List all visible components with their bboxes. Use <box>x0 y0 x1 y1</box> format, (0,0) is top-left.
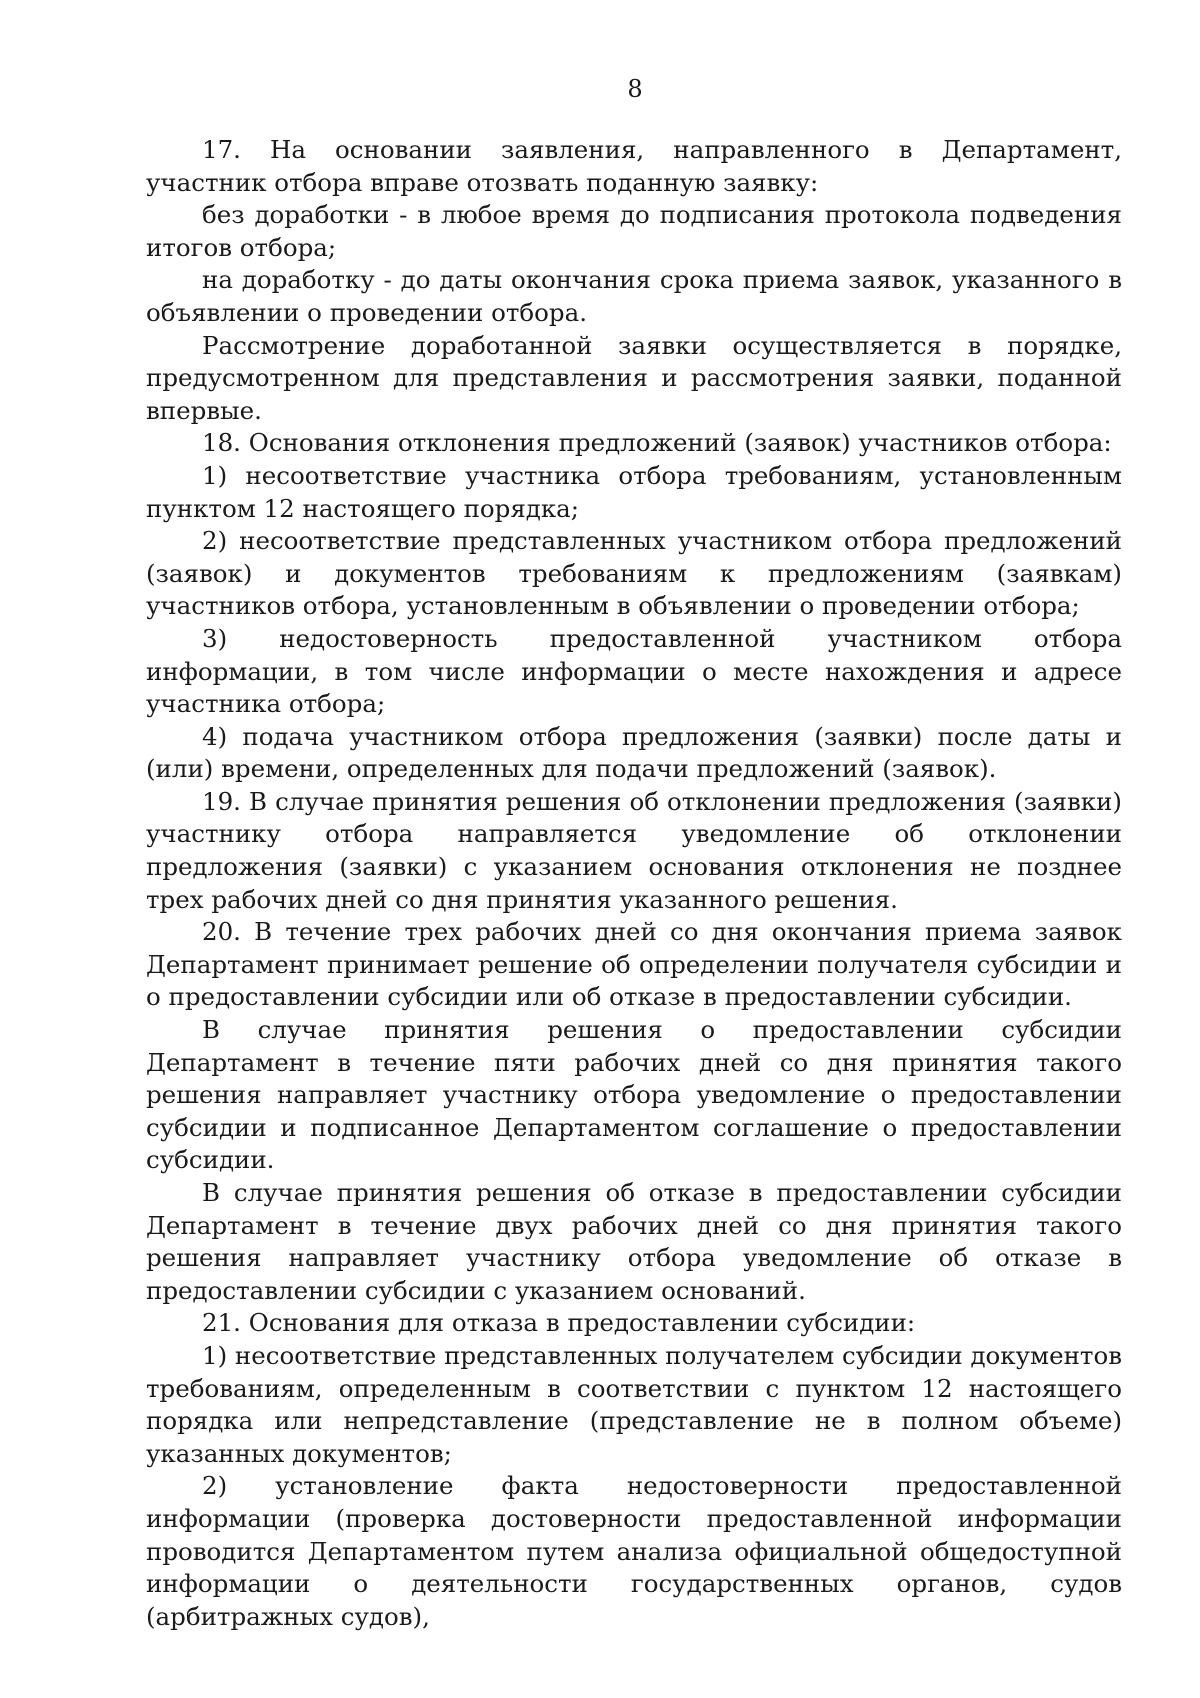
paragraph-21-item-1: 1) несоответствие представленных получателем субсидии документов требованиям, определенным в соответствии с пунктом 12 настоящего порядка или непредставление (представление не в полном объеме) указанных документов; <box>146 1340 1123 1468</box>
document-body <box>146 134 1122 1633</box>
paragraph-18: 18. Основания отклонения предложений (заявок) участников отбора: <box>202 428 1112 458</box>
paragraph-19: 19. В случае принятия решения об отклонении предложения (заявки) участнику отбора направляется уведомление об отклонении предложения (заявки) с указанием основания отклонения не позднее трех рабочих дней со дня принятия указанного решения. <box>146 786 1122 914</box>
paragraph-20: 20. В течение трех рабочих дней со дня окончания приема заявок Департамент принимает решение об определении получателя субсидии и о предоставлении субсидии или об отказе в предоставлении субсидии. <box>146 917 1122 1012</box>
paragraph-17-for-revision: на доработку - до даты окончания срока приема заявок, указанного в объявлении о проведении отбора. <box>146 265 1122 327</box>
page-number: 8 <box>627 75 643 103</box>
paragraph-20-refusal-decision: В случае принятия решения об отказе в предоставлении субсидии Департамент в течение двух рабочих дней со дня принятия такого решения направляет участнику отбора уведомление об отказе в предоставлении субсидии с указанием оснований. <box>146 1178 1122 1305</box>
paragraph-18-item-1: 1) несоответствие участника отбора требованиям, установленным пунктом 12 настоящего порядка; <box>146 460 1122 523</box>
paragraph-17: 17. На основании заявления, направленного в Департамент, участник отбора вправе отозвать поданную заявку: <box>146 135 1122 197</box>
paragraph-17-review: Рассмотрение доработанной заявки осуществляется в порядке, предусмотренном для представления и рассмотрения заявки, поданной впервые. <box>146 330 1122 425</box>
paragraph-18-item-4: 4) подача участником отбора предложения (заявки) после даты и (или) времени, определенных для подачи предложений (заявок). <box>146 721 1122 784</box>
paragraph-18-item-3: 3) недостоверность предоставленной участником отбора информации, в том числе информации о месте нахождения и адресе участника отбора; <box>146 623 1122 719</box>
paragraph-17-without-revision: без доработки - в любое время до подписания протокола подведения итогов отбора; <box>146 200 1122 262</box>
paragraph-20-grant-decision: В случае принятия решения о предоставлении субсидии Департамент в течение пяти рабочих дней со дня принятия такого решения направляет участнику отбора уведомление о предоставлении субсидии и подписанное Департаментом соглашение о предоставлении субсидии. <box>146 1015 1122 1175</box>
paragraph-18-item-2: 2) несоответствие представленных участником отбора предложений (заявок) и документов требованиям к предложениям (заявкам) участников отбора, установленным в объявлении о проведении отбора; <box>146 526 1122 621</box>
paragraph-21: 21. Основания для отказа в предоставлении субсидии: <box>202 1308 916 1338</box>
paragraph-21-item-2: 2) установление факта недостоверности предоставленной информации (проверка достоверности предоставленной информации проводится Департаментом путем анализа официальной общедоступной информации о деятельности государственных органов, судов (арбитражных судов), <box>146 1471 1122 1631</box>
